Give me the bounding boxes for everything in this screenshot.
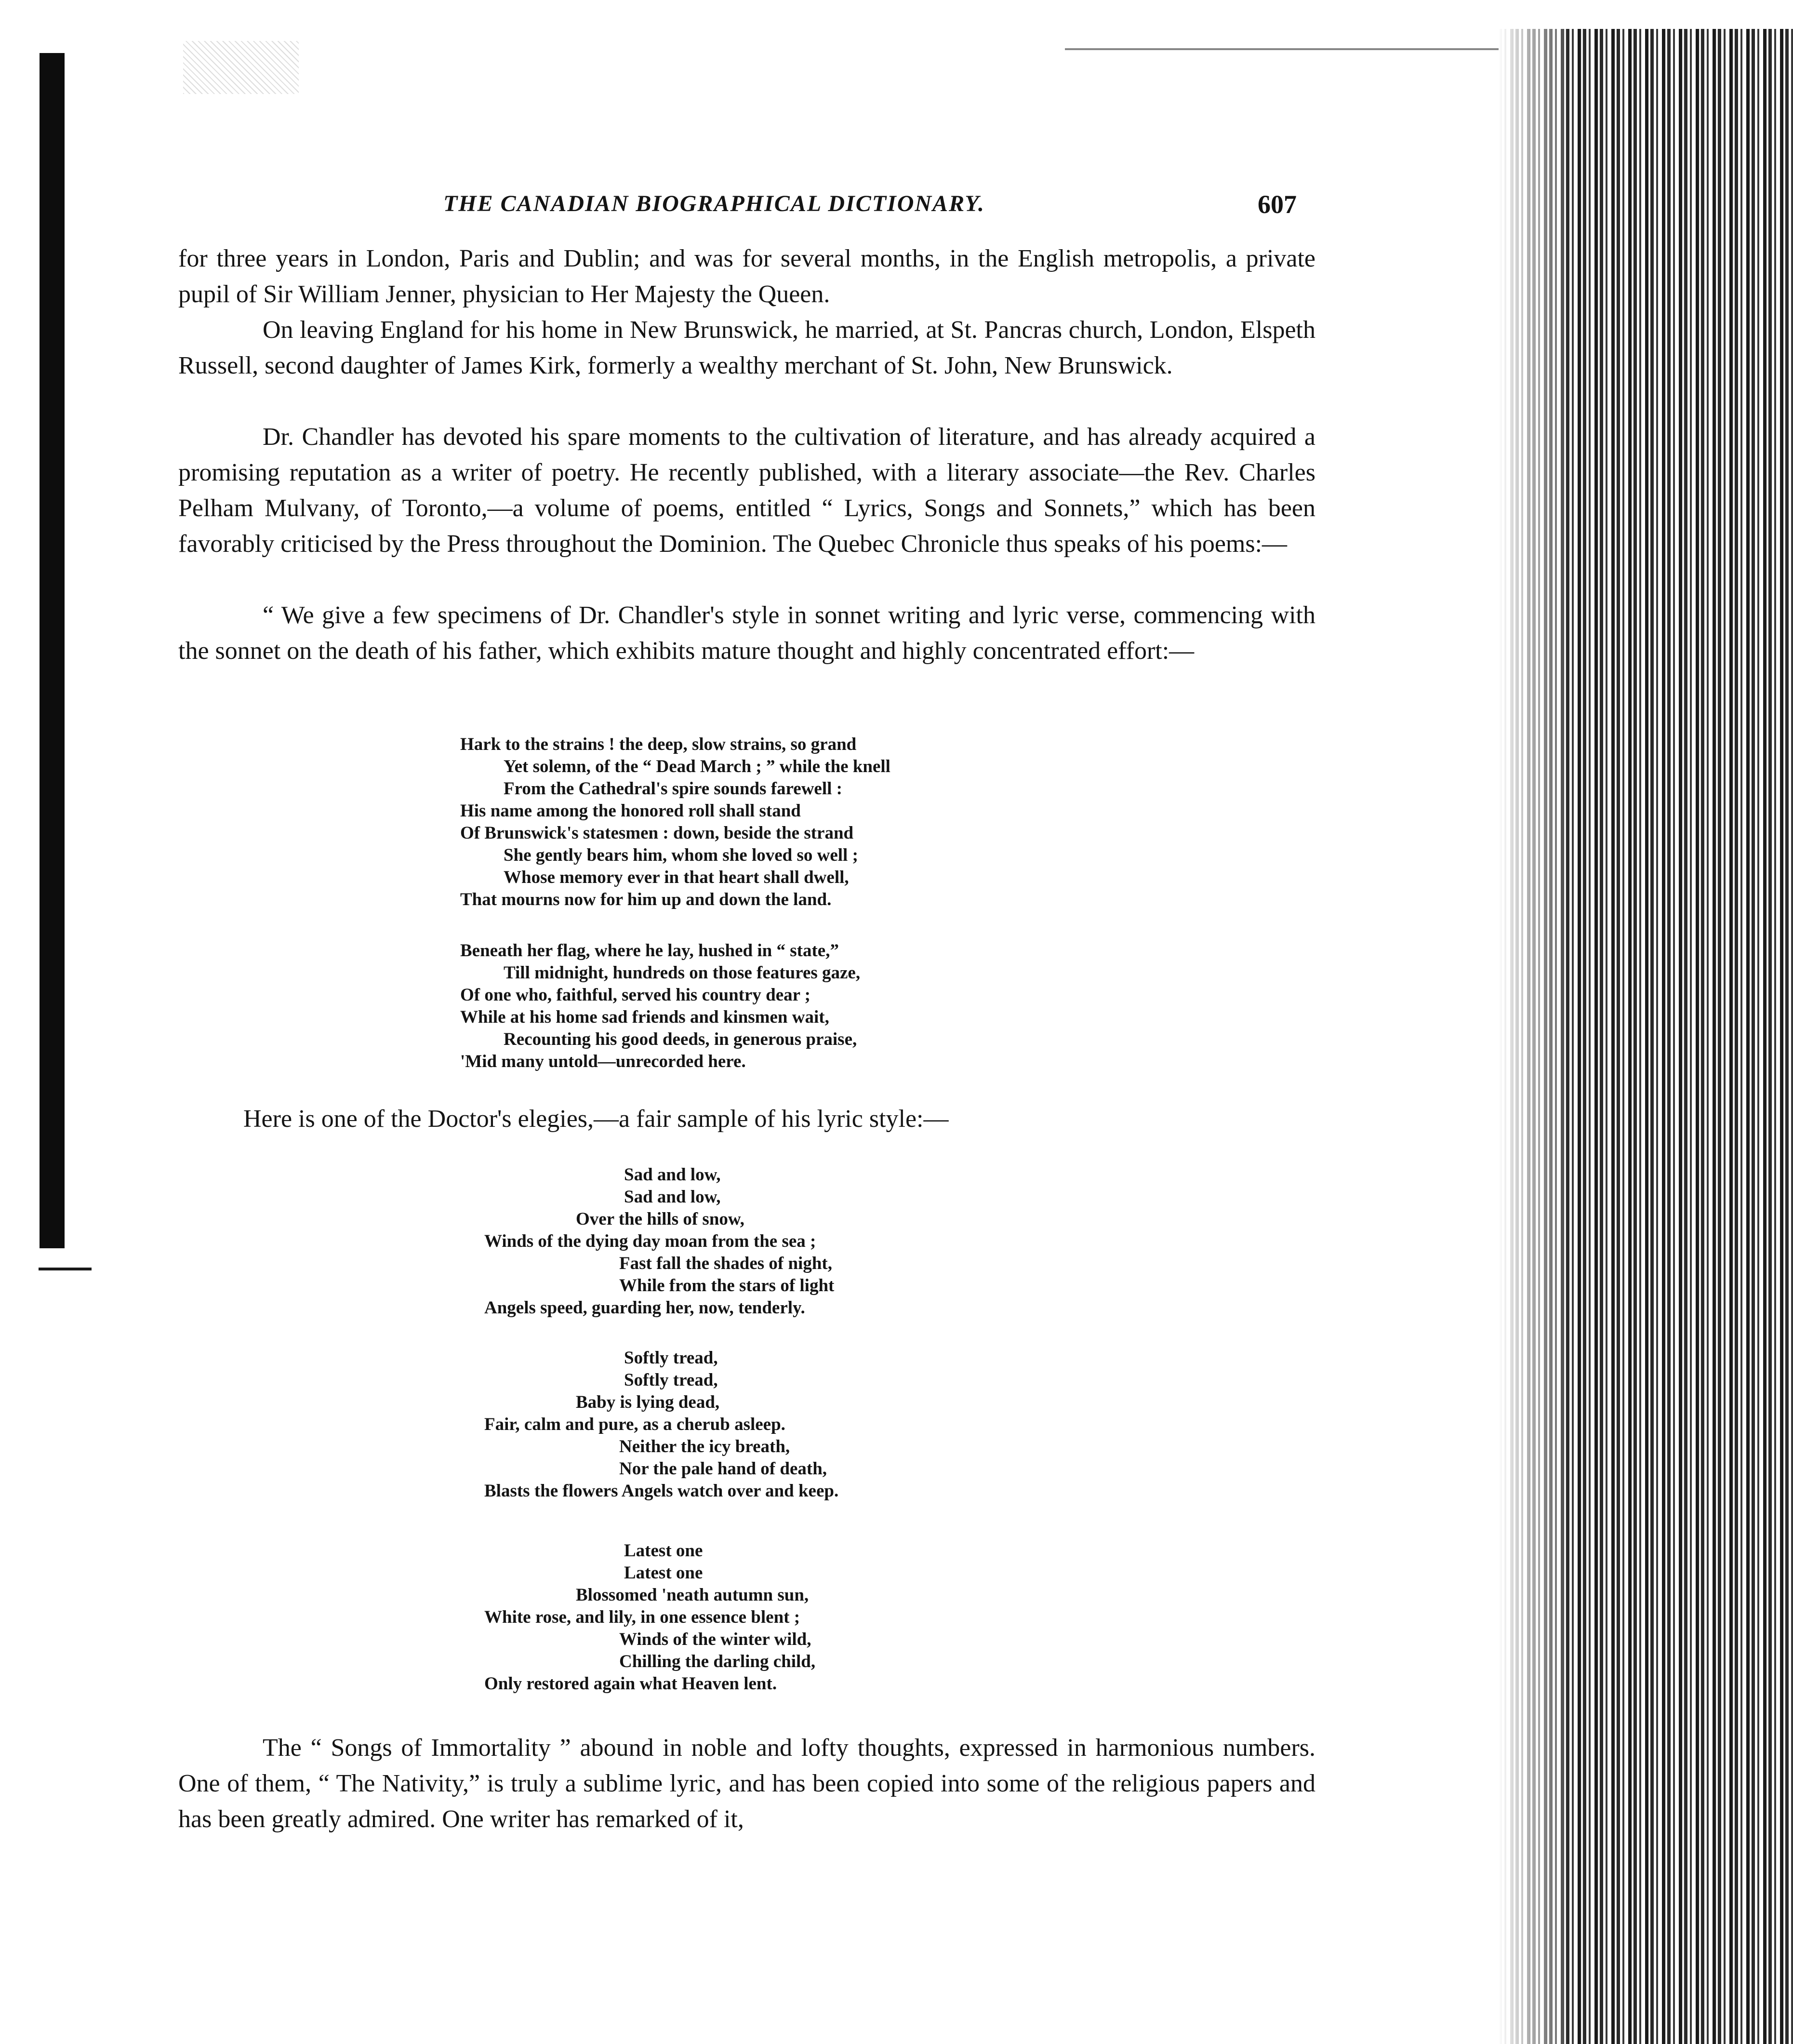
paragraph-marriage: On leaving England for his home in New Brunswick, he married, at St. Pancras church, London, Elspeth Russell, second daughter of James Kirk, formerly a wealthy merchant of St. John, New Brunswick. <box>178 316 1315 379</box>
verse-line: Sad and low, <box>624 1165 721 1185</box>
paragraph-songs-of-immortality: The “ Songs of Immortality ” abound in noble and lofty thoughts, expressed in harmonious numbers. One of them, “ The Nativity,” is truly a sublime lyric, and has been copied into some of the religious papers and has been greatly admired. One writer has remarked of it, <box>178 1734 1315 1833</box>
verse-line: Blasts the flowers Angels watch over and keep. <box>484 1481 839 1501</box>
scan-top-rule <box>1065 48 1499 50</box>
sonnet-stanza-2 <box>460 940 860 1073</box>
verse-line: Fast fall the shades of night, <box>619 1254 832 1273</box>
verse-line: Sad and low, <box>624 1187 721 1207</box>
verse-line: Of Brunswick's statesmen : down, beside the strand <box>460 823 854 843</box>
paragraph-literature: Dr. Chandler has devoted his spare moments to the cultivation of literature, and has already acquired a promising reputation as a writer of poetry. He recently published, with a literary associate—the Rev. Charles Pelham Mulvany, of Toronto,—a volume of poems, entitled “ Lyrics, Songs and Sonnets,” which has been favorably criticised by the Press throughout the Dominion. The Quebec Chronicle thus speaks of his poems:— <box>178 423 1315 558</box>
verse-line: Softly tread, <box>624 1370 718 1390</box>
verse-line: Recounting his good deeds, in generous praise, <box>504 1029 857 1049</box>
running-head-title: THE CANADIAN BIOGRAPHICAL DICTIONARY. <box>443 191 985 216</box>
verse-line: Neither the icy breath, <box>619 1437 790 1456</box>
page-number: 607 <box>1258 190 1297 219</box>
verse-line: Of one who, faithful, served his country dear ; <box>460 985 810 1005</box>
verse-line: Nor the pale hand of death, <box>619 1459 827 1479</box>
verse-line: Winds of the winter wild, <box>619 1630 811 1649</box>
verse-line: Blossomed 'neath autumn sun, <box>576 1585 809 1605</box>
scan-margin-tick <box>39 1268 92 1270</box>
verse-line: Softly tread, <box>624 1348 718 1368</box>
verse-line: Yet solemn, of the “ Dead March ; ” while the knell <box>504 757 890 776</box>
verse-line: Whose memory ever in that heart shall dwell, <box>504 868 849 887</box>
verse-line: Latest one <box>624 1541 703 1561</box>
verse-line: 'Mid many untold—unrecorded here. <box>460 1052 746 1071</box>
verse-line: Till midnight, hundreds on those features gaze, <box>504 963 861 983</box>
verse-line: His name among the honored roll shall stand <box>460 801 801 821</box>
verse-line: While from the stars of light <box>619 1276 835 1296</box>
paragraph-chronicle-quote: “ We give a few specimens of Dr. Chandler's style in sonnet writing and lyric verse, commencing with the sonnet on the death of his father, which exhibits mature thought and highly concentrated effort:— <box>178 601 1315 665</box>
paragraph-education: for three years in London, Paris and Dublin; and was for several months, in the English metropolis, a private pupil of Sir William Jenner, physician to Her Majesty the Queen. <box>178 245 1315 308</box>
scan-margin-bar <box>40 53 65 1248</box>
verse-line: While at his home sad friends and kinsmen wait, <box>460 1007 829 1027</box>
verse-line: That mourns now for him up and down the land. <box>460 890 832 909</box>
verse-line: Over the hills of snow, <box>576 1209 744 1229</box>
book-page-edges-fade <box>1499 29 1566 2044</box>
verse-line: Angels speed, guarding her, now, tenderly. <box>484 1298 805 1318</box>
paragraph-elegy-intro: Here is one of the Doctor's elegies,—a fair sample of his lyric style:— <box>243 1105 949 1133</box>
verse-line: Baby is lying dead, <box>576 1392 720 1412</box>
verse-line: Hark to the strains ! the deep, slow strains, so grand <box>460 735 857 754</box>
sonnet-stanza-1 <box>460 734 890 911</box>
scan-noise-speckle <box>183 41 299 94</box>
elegy-stanza-2 <box>484 1347 838 1502</box>
verse-line: Fair, calm and pure, as a cherub asleep. <box>484 1415 785 1434</box>
verse-line: Chilling the darling child, <box>619 1652 816 1671</box>
elegy-stanza-1 <box>484 1164 834 1319</box>
verse-line: She gently bears him, whom she loved so well ; <box>504 845 858 865</box>
elegy-stanza-3 <box>484 1540 815 1695</box>
verse-line: Latest one <box>624 1563 703 1583</box>
verse-line: White rose, and lily, in one essence blent ; <box>484 1607 800 1627</box>
verse-line: From the Cathedral's spire sounds farewell : <box>504 779 842 799</box>
verse-line: Only restored again what Heaven lent. <box>484 1674 777 1694</box>
verse-line: Winds of the dying day moan from the sea ; <box>484 1231 816 1251</box>
verse-line: Beneath her flag, where he lay, hushed in “ state,” <box>460 941 839 961</box>
